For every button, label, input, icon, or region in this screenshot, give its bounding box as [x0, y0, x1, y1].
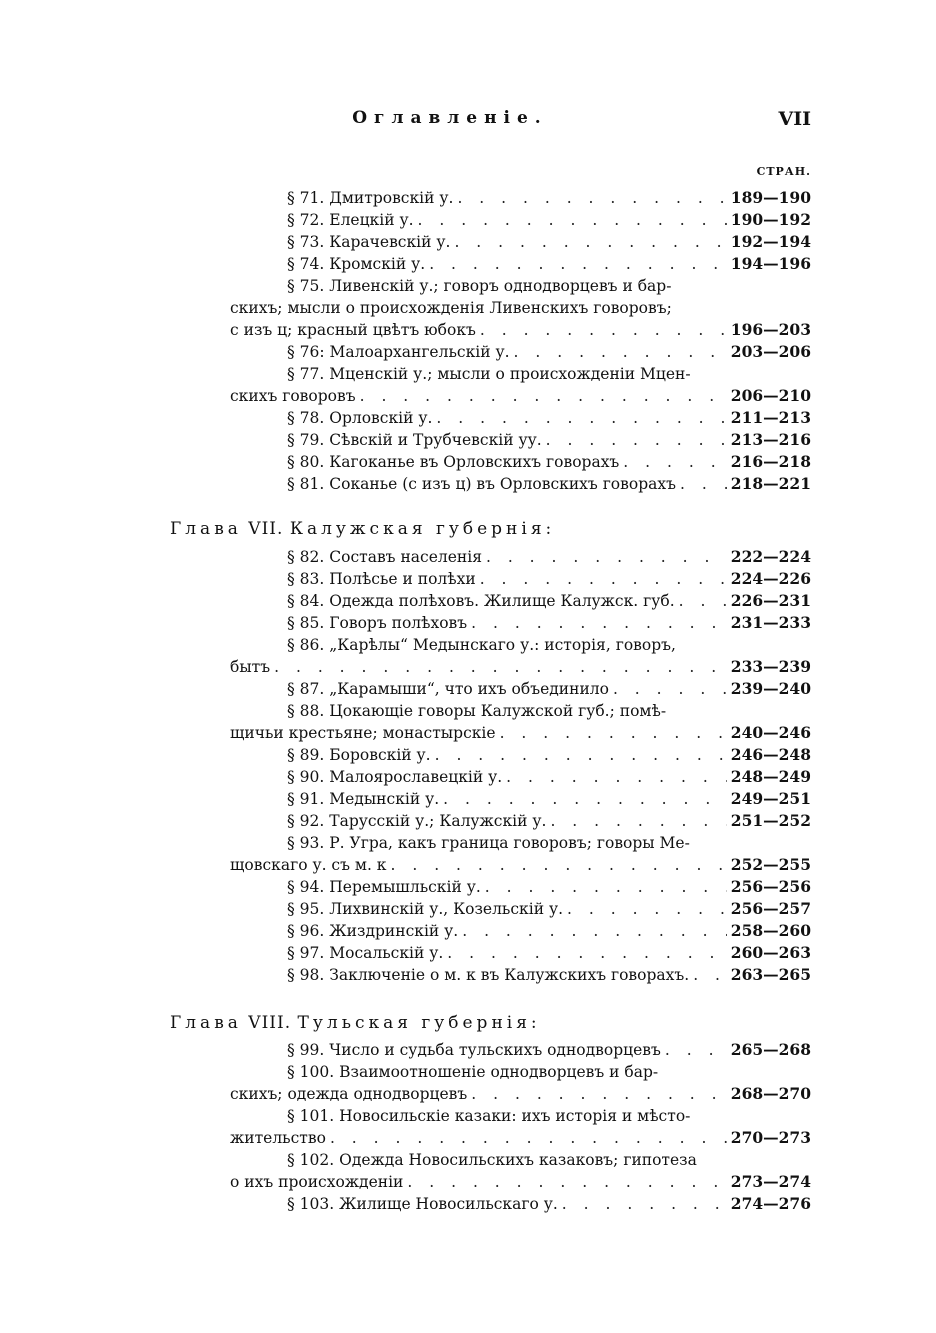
entry-text: § 74. Кромскій у.	[287, 255, 426, 273]
toc-entry	[287, 451, 811, 473]
entry-text: щичьи крестьяне; монастырскіе	[230, 724, 496, 742]
toc-entry-continuation	[230, 319, 811, 341]
leader-dots	[454, 231, 726, 253]
toc-entry	[287, 942, 811, 964]
entry-pages: 189—190	[730, 188, 811, 207]
leader-dots	[500, 722, 727, 744]
leader-dots	[471, 612, 727, 634]
entry-pages: 224—226	[730, 569, 811, 588]
entry-text: § 89. Боровскій у.	[287, 746, 431, 764]
entry-pages: 263—265	[730, 965, 811, 984]
toc-entry	[287, 1061, 811, 1083]
leader-dots	[274, 656, 727, 678]
entry-text: § 72. Елецкій у.	[287, 211, 414, 229]
leader-dots	[546, 429, 727, 451]
leader-dots	[418, 209, 727, 231]
entry-pages: 196—203	[730, 320, 811, 339]
toc-entry	[287, 1039, 811, 1061]
toc-entry	[287, 275, 811, 297]
entry-text: § 101. Новосильскіе казаки: ихъ исторія и мѣсто-	[287, 1107, 691, 1125]
leader-dots	[562, 1193, 727, 1215]
entry-text: скихъ; одежда однодворцевъ	[230, 1085, 468, 1103]
entry-text: § 73. Карачевскій у.	[287, 233, 451, 251]
entry-text: § 77. Мценскій у.; мысли о происхожденіи Мцен-	[287, 365, 691, 383]
entry-text: с изъ ц; красный цвѣтъ юбокъ	[230, 321, 476, 339]
entry-pages: 240—246	[730, 723, 811, 742]
chapter-number: VII.	[241, 519, 290, 539]
entry-text: § 81. Соканье (с изъ ц) въ Орловскихъ говорахъ	[287, 475, 676, 493]
entry-pages: 274—276	[730, 1194, 811, 1213]
entry-text: § 90. Малоярославецкій у.	[287, 768, 503, 786]
entry-text: § 83. Полѣсье и полѣхи	[287, 570, 476, 588]
toc-entry	[287, 832, 811, 854]
entry-pages: 258—260	[730, 921, 811, 940]
leader-dots	[435, 744, 727, 766]
toc-entry-continuation	[230, 1083, 811, 1105]
toc-entry	[287, 363, 811, 385]
leader-dots	[679, 590, 727, 612]
leader-dots	[613, 678, 727, 700]
toc-entry	[287, 612, 811, 634]
leader-dots	[480, 568, 727, 590]
entry-text: § 94. Перемышльскій у.	[287, 878, 481, 896]
leader-dots	[391, 854, 727, 876]
entry-text: скихъ; мысли о происхожденія Ливенскихъ говоровъ;	[230, 299, 672, 317]
toc-entry	[287, 678, 811, 700]
entry-pages: 251—252	[730, 811, 811, 830]
toc-entry	[287, 898, 811, 920]
toc-entry	[287, 788, 811, 810]
toc-entry	[287, 209, 811, 231]
entry-text: § 100. Взаимоотношеніе однодворцевъ и бар-	[287, 1063, 659, 1081]
entry-text: § 80. Кагоканье въ Орловскихъ говорахъ	[287, 453, 620, 471]
page-number: VII	[778, 108, 811, 130]
toc-entry	[287, 341, 811, 363]
toc-entry	[287, 568, 811, 590]
entry-text: § 91. Медынскій у.	[287, 790, 440, 808]
leader-dots	[457, 187, 726, 209]
entry-text: § 96. Жиздринскій у.	[287, 922, 459, 940]
entry-pages: 233—239	[730, 657, 811, 676]
toc-entry	[287, 634, 811, 656]
entry-pages: 216—218	[730, 452, 811, 471]
entry-text: § 86. „Карѣлы“ Медынскаго у.: исторія, говоръ,	[287, 636, 676, 654]
leader-dots	[471, 1083, 727, 1105]
entry-text: § 99. Число и судьба тульскихъ однодворцевъ	[287, 1041, 661, 1059]
entry-pages: 252—255	[730, 855, 811, 874]
entry-pages: 248—249	[730, 767, 811, 786]
leader-dots	[486, 546, 727, 568]
entry-text: § 87. „Карамыши“, что ихъ объединило	[287, 680, 609, 698]
leader-dots	[693, 964, 727, 986]
entry-pages: 226—231	[730, 591, 811, 610]
chapter-prefix: Глава	[170, 519, 242, 539]
toc-entry	[287, 964, 811, 986]
header-title: Оглавленіе.	[352, 108, 548, 128]
leader-dots	[436, 407, 726, 429]
entry-text: бытъ	[230, 658, 271, 676]
toc-entry	[287, 473, 811, 495]
toc-entry-continuation	[230, 854, 811, 876]
toc-entry-continuation	[230, 656, 811, 678]
entry-text: щовскаго у. съ м. к	[230, 856, 387, 874]
entry-text: жительство	[230, 1129, 326, 1147]
pages-column-label: СТРАН.	[756, 165, 811, 178]
toc-entry	[287, 231, 811, 253]
entry-pages: 246—248	[730, 745, 811, 764]
leader-dots	[480, 319, 727, 341]
toc-entry	[287, 253, 811, 275]
entry-text: § 102. Одежда Новосильскихъ казаковъ; гипотеза	[287, 1151, 697, 1169]
toc-entry	[287, 700, 811, 722]
leader-dots	[665, 1039, 727, 1061]
leader-dots	[623, 451, 726, 473]
toc-entry-continuation	[230, 1171, 811, 1193]
leader-dots	[407, 1171, 726, 1193]
leader-dots	[330, 1127, 727, 1149]
entry-text: § 103. Жилище Новосильскаго у.	[287, 1195, 558, 1213]
entry-text: § 95. Лихвинскій у., Козельскій у.	[287, 900, 564, 918]
entry-pages: 256—256	[730, 877, 811, 896]
leader-dots	[360, 385, 727, 407]
toc-entry	[287, 1149, 811, 1171]
leader-dots	[485, 876, 727, 898]
toc-entry-continuation	[230, 385, 811, 407]
leader-dots	[550, 810, 726, 832]
entry-pages: 273—274	[730, 1172, 811, 1191]
entry-pages: 192—194	[730, 232, 811, 251]
leader-dots	[567, 898, 727, 920]
entry-pages: 211—213	[730, 408, 811, 427]
toc-entry	[287, 1105, 811, 1127]
chapter-title: Тульская губернія:	[297, 1013, 541, 1033]
chapter-heading-7	[170, 516, 555, 542]
entry-text: § 78. Орловскій у.	[287, 409, 433, 427]
entry-text: § 71. Дмитровскій у.	[287, 189, 454, 207]
toc-entry-continuation	[230, 297, 811, 319]
toc-entry	[287, 590, 811, 612]
entry-pages: 213—216	[730, 430, 811, 449]
entry-pages: 265—268	[730, 1040, 811, 1059]
entry-pages: 256—257	[730, 899, 811, 918]
leader-dots	[443, 788, 727, 810]
leader-dots	[429, 253, 727, 275]
entry-text: § 85. Говоръ полѣховъ	[287, 614, 468, 632]
toc-entry	[287, 429, 811, 451]
toc-entry	[287, 407, 811, 429]
leader-dots	[462, 920, 727, 942]
running-header	[0, 108, 936, 138]
toc-entry	[287, 1193, 811, 1215]
leader-dots	[680, 473, 727, 495]
toc-entry	[287, 876, 811, 898]
entry-text: § 75. Ливенскій у.; говоръ однодворцевъ и бар-	[287, 277, 672, 295]
entry-text: о ихъ происхожденіи	[230, 1173, 404, 1191]
entry-text: § 93. Р. Угра, какъ граница говоровъ; говоры Ме-	[287, 834, 690, 852]
entry-text: § 76: Малоархангельскій у.	[287, 343, 510, 361]
toc-entry	[287, 187, 811, 209]
entry-text: § 79. Сѣвскій и Трубчевскій уу.	[287, 431, 542, 449]
toc-entry	[287, 920, 811, 942]
entry-text: § 88. Цокающіе говоры Калужской губ.; помѣ-	[287, 702, 667, 720]
toc-entry	[287, 546, 811, 568]
leader-dots	[514, 341, 727, 363]
toc-entry	[287, 810, 811, 832]
toc-entry-continuation	[230, 722, 811, 744]
chapter-heading-8	[170, 1010, 541, 1036]
entry-text: § 97. Мосальскій у.	[287, 944, 444, 962]
entry-pages: 218—221	[730, 474, 811, 493]
toc-entry	[287, 744, 811, 766]
entry-text: § 92. Тарусскій у.; Калужскій у.	[287, 812, 547, 830]
entry-pages: 194—196	[730, 254, 811, 273]
entry-text: § 82. Составъ населенія	[287, 548, 482, 566]
entry-pages: 190—192	[730, 210, 811, 229]
leader-dots	[447, 942, 726, 964]
toc-entry	[287, 766, 811, 788]
chapter-prefix: Глава	[170, 1013, 242, 1033]
entry-pages: 206—210	[730, 386, 811, 405]
entry-pages: 203—206	[730, 342, 811, 361]
entry-pages: 270—273	[730, 1128, 811, 1147]
entry-text: скихъ говоровъ	[230, 387, 356, 405]
entry-pages: 231—233	[730, 613, 811, 632]
entry-text: § 98. Заключеніе о м. к въ Калужскихъ говорахъ.	[287, 966, 690, 984]
leader-dots	[506, 766, 727, 788]
chapter-number: VIII.	[241, 1013, 298, 1033]
entry-pages: 249—251	[730, 789, 811, 808]
entry-pages: 260—263	[730, 943, 811, 962]
entry-pages: 268—270	[730, 1084, 811, 1103]
chapter-title: Калужская губернія:	[289, 519, 556, 539]
entry-pages: 222—224	[730, 547, 811, 566]
entry-text: § 84. Одежда полѣховъ. Жилище Калужск. губ.	[287, 592, 675, 610]
toc-entry-continuation	[230, 1127, 811, 1149]
entry-pages: 239—240	[730, 679, 811, 698]
